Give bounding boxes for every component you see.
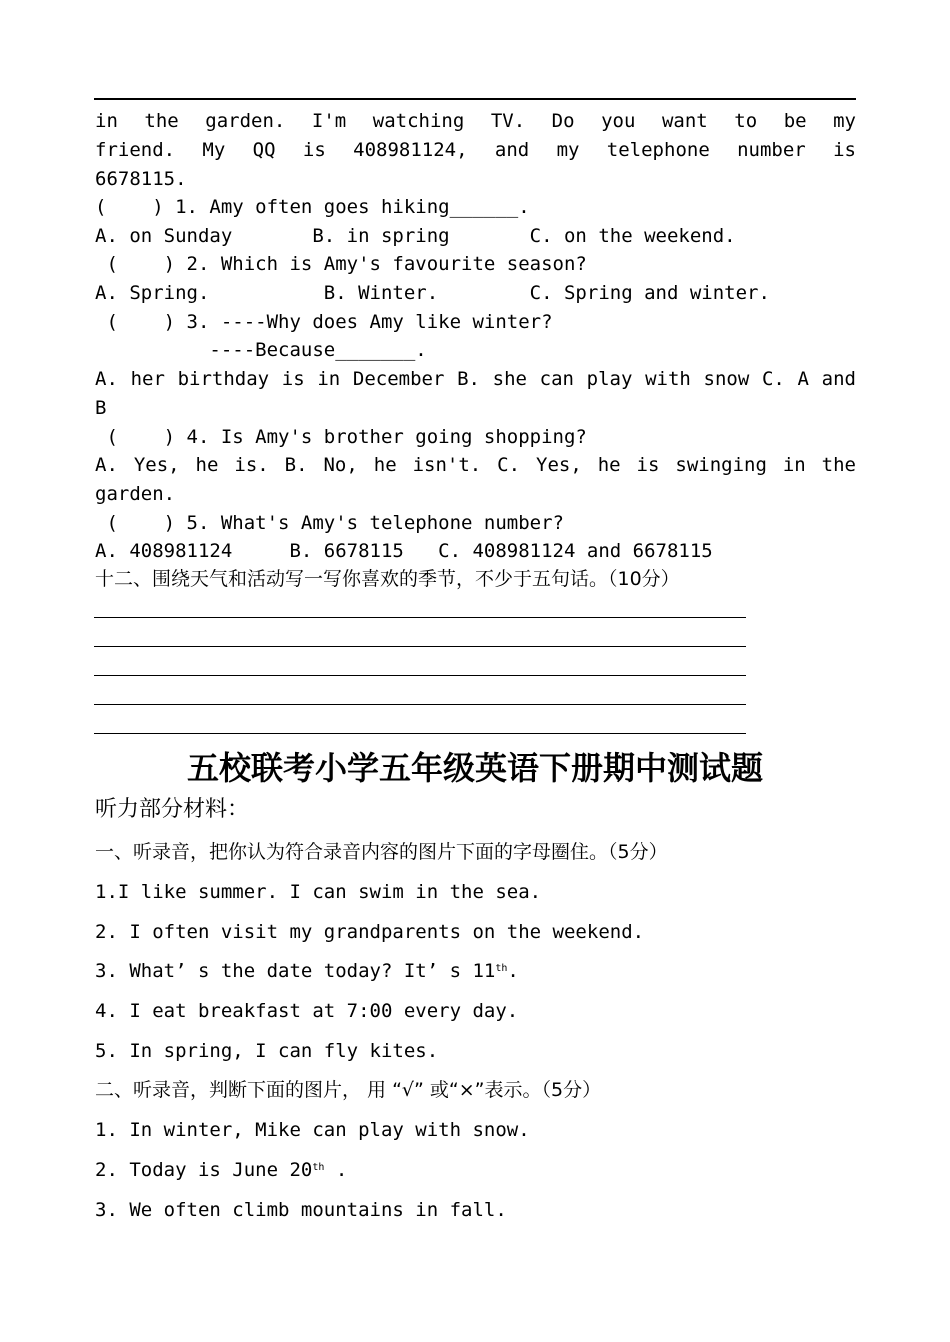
writing-heading: 十二、围绕天气和活动写一写你喜欢的季节，不少于五句话。（10分） [95,568,680,590]
script-1-1: 1.I like summer. I can swim in the sea. [95,881,542,903]
question-3-options: A. her birthday is in December B. she can play with snow C. A and [95,368,856,390]
question-5-options: A. 408981124 B. 6678115 C. 408981124 and 6678115 [95,540,713,562]
question-3: ( ) 3. ----Why does Amy like winter? [95,311,553,333]
writing-line[interactable] [94,617,746,618]
writing-line[interactable] [94,675,746,676]
question-1-options: A. on Sunday B. in spring C. on the weekend. [95,225,736,247]
question-5: ( ) 5. What's Amy's telephone number? [95,512,564,534]
question-2: ( ) 2. Which is Amy's favourite season? [95,253,587,275]
listening-subtitle: 听力部分材料： [95,797,250,822]
top-rule [94,98,856,100]
script-2-2-end: . [324,1159,348,1181]
ordinal-suffix: th [312,1162,325,1173]
question-4: ( ) 4. Is Amy's brother going shopping? [95,426,587,448]
question-1: ( ) 1. Amy often goes hiking______. [95,196,530,218]
script-1-3-end: . [507,960,519,982]
script-1-5: 5. In spring, I can fly kites. [95,1040,439,1062]
page-title: 五校联考小学五年级英语下册期中测试题 [186,749,763,787]
question-3-options-cont: B [95,397,107,419]
writing-line[interactable] [94,646,746,647]
writing-line[interactable] [94,733,746,734]
listening-section-1: 一、听录音，把你认为符合录音内容的图片下面的字母圈住。（5分） [95,841,668,863]
script-1-2: 2. I often visit my grandparents on the weekend. [95,921,645,943]
ordinal-suffix: th [495,963,508,974]
passage-line-3: 6678115. [95,168,187,190]
question-2-options: A. Spring. B. Winter. C. Spring and winter. [95,282,770,304]
writing-line[interactable] [94,704,746,705]
script-2-2-text: 2. Today is June 20 [95,1159,313,1181]
question-4-options-cont: garden. [95,483,176,505]
script-1-4: 4. I eat breakfast at 7:00 every day. [95,1000,519,1022]
script-1-3 [95,957,519,985]
script-2-1: 1. In winter, Mike can play with snow. [95,1119,530,1141]
script-2-3: 3. We often climb mountains in fall. [95,1199,507,1221]
question-3-because: ----Because_______. [95,339,427,361]
script-1-3-text: 3. What’ s the date today? It’ s 11 [95,960,496,982]
script-2-2 [95,1156,347,1184]
listening-section-2: 二、听录音，判断下面的图片， 用 “√” 或“×”表示。（5分） [95,1079,602,1101]
passage-line-2: friend. My QQ is 408981124, and my telephone number is [95,139,856,161]
passage-line-1: in the garden. I'm watching TV. Do you want to be my [95,110,856,132]
question-4-options: A. Yes, he is. B. No, he isn't. C. Yes, he is swinging in the [95,454,856,476]
